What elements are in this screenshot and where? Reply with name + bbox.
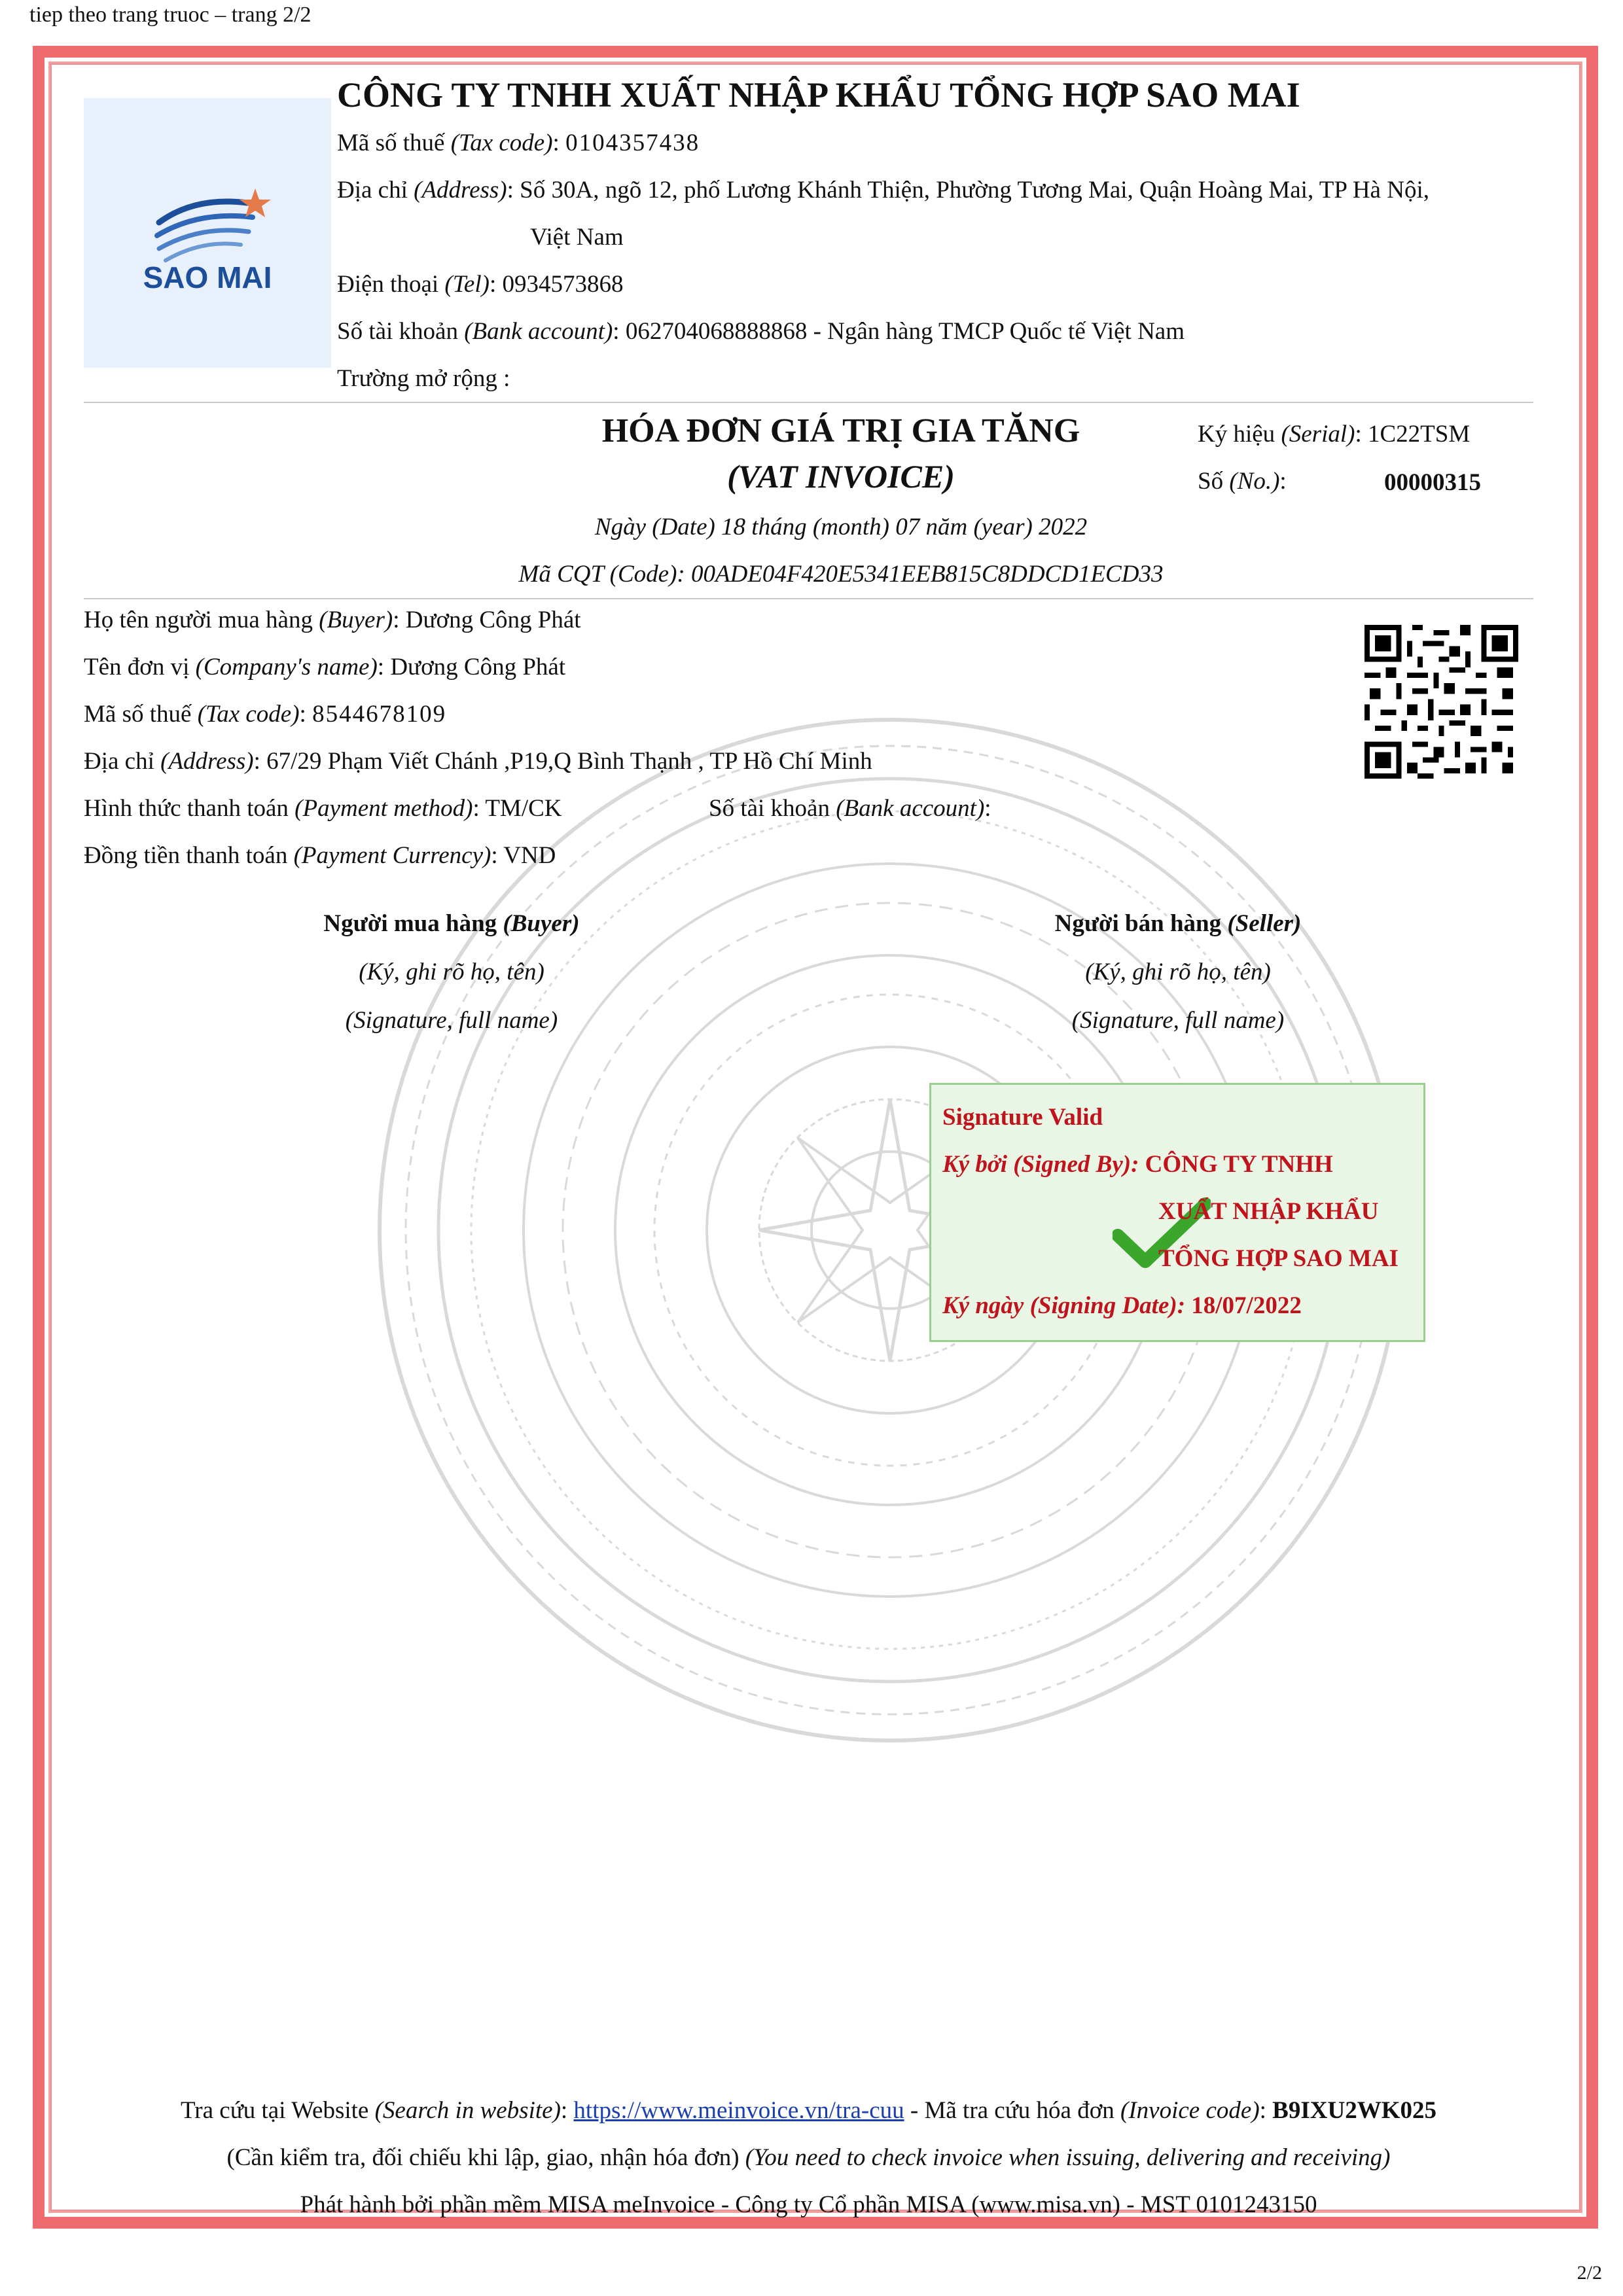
invoice-title: HÓA ĐƠN GIÁ TRỊ GIA TĂNG bbox=[601, 412, 1080, 450]
footer-code-label: - Mã tra cứu hóa đơn bbox=[910, 2097, 1115, 2124]
footer-publisher: Phát hành bởi phần mềm MISA meInvoice - Công ty Cổ phần MISA (www.misa.vn) - MST 0101243150 bbox=[300, 2191, 1317, 2218]
footer-check-note-en: (You need to check invoice when issuing, delivering and receiving) bbox=[745, 2144, 1391, 2171]
buyer-tax-row: Mã số thuế (Tax code): 8544678109 bbox=[84, 701, 447, 728]
buyer-tax-label: Mã số thuế bbox=[84, 701, 192, 728]
signed-by-line3: TỔNG HỢP SAO MAI bbox=[1158, 1245, 1399, 1272]
seller-address-label: Địa chỉ bbox=[337, 177, 408, 203]
divider-top bbox=[84, 402, 1533, 403]
footer-check-note: (Cần kiểm tra, đối chiếu khi lập, giao, nhận hóa đơn) bbox=[226, 2144, 740, 2171]
signed-by-label: Ký bởi (Signed By): bbox=[942, 1151, 1139, 1178]
seller-tax-label: Mã số thuế bbox=[337, 130, 445, 156]
seller-tel: 0934573868 bbox=[502, 271, 624, 298]
buyer-payment-label: Hình thức thanh toán bbox=[84, 795, 289, 822]
seller-signature-title-vi: Người bán hàng bbox=[1054, 910, 1222, 937]
invoice-title-en: (VAT INVOICE) bbox=[727, 458, 955, 495]
buyer-address: 67/29 Phạm Viết Chánh ,P19,Q Bình Thạnh , TP Hồ Chí Minh bbox=[266, 748, 872, 775]
seller-ext-field: Trường mở rộng : bbox=[337, 365, 510, 392]
invoice-serial: 1C22TSM bbox=[1368, 421, 1471, 448]
seller-signature-note: (Ký, ghi rõ họ, tên) bbox=[1085, 959, 1271, 985]
buyer-signature-note-en: (Signature, full name) bbox=[345, 1007, 558, 1034]
buyer-name-label: Họ tên người mua hàng bbox=[84, 607, 313, 633]
invoice-cqt-code: 00ADE04F420E5341EEB815C8DDCD1ECD33 bbox=[691, 561, 1164, 588]
signature-status: Signature Valid bbox=[942, 1104, 1103, 1131]
seller-tax-code: 0104357438 bbox=[565, 130, 700, 156]
sao-mai-logo-icon bbox=[84, 98, 331, 368]
buyer-payment-label-en: (Payment method) bbox=[294, 795, 473, 822]
invoice-lookup-code: B9IXU2WK025 bbox=[1272, 2097, 1436, 2124]
divider-middle bbox=[84, 598, 1533, 599]
company-logo bbox=[84, 98, 331, 368]
buyer-currency-label: Đồng tiền thanh toán bbox=[84, 842, 288, 869]
buyer-address-row: Địa chỉ (Address): 67/29 Phạm Viết Chánh ,P19,Q Bình Thạnh , TP Hồ Chí Minh bbox=[84, 748, 872, 775]
buyer-payment-row: Hình thức thanh toán (Payment method): TM/CK bbox=[84, 795, 562, 822]
seller-address-row: Địa chỉ (Address): Số 30A, ngõ 12, phố Lương Khánh Thiện, Phường Tương Mai, Quận Hoàng Mai, TP Hà Nội, bbox=[337, 177, 1429, 203]
seller-address-line2: Việt Nam bbox=[530, 224, 624, 251]
page-number: 2/2 bbox=[1577, 2262, 1602, 2284]
buyer-tax-label-en: (Tax code) bbox=[197, 701, 300, 728]
buyer-address-label-en: (Address) bbox=[160, 748, 254, 775]
buyer-signature-title bbox=[249, 910, 654, 938]
buyer-currency-row: Đồng tiền thanh toán (Payment Currency): VND bbox=[84, 842, 556, 869]
buyer-signature-note: (Ký, ghi rõ họ, tên) bbox=[359, 959, 544, 985]
buyer-signature-title-vi: Người mua hàng bbox=[323, 910, 497, 937]
buyer-bank-row: Số tài khoản (Bank account): bbox=[709, 795, 991, 822]
invoice-cqt-label: Mã CQT (Code): bbox=[518, 561, 685, 588]
seller-tax-row: Mã số thuế (Tax code): 0104357438 bbox=[337, 130, 700, 156]
footer-code-label-en: (Invoice code) bbox=[1120, 2097, 1260, 2124]
invoice-cqt-row bbox=[366, 560, 1315, 589]
footer-search-row: Tra cứu tại Website (Search in website): https://www.meinvoice.vn/tra-cuu - Mã tra cứu hóa đơn (Invoice code): B9IXU2WK025 bbox=[181, 2097, 1436, 2124]
seller-signature-title bbox=[975, 910, 1381, 938]
invoice-no-row: Số (No.): bbox=[1198, 468, 1287, 495]
invoice-serial-row: Ký hiệu (Serial): 1C22TSM bbox=[1198, 421, 1471, 448]
buyer-company-label-en: (Company's name) bbox=[195, 654, 378, 680]
lookup-link[interactable]: https://www.meinvoice.vn/tra-cuu bbox=[573, 2097, 904, 2124]
footer-check-row bbox=[84, 2144, 1533, 2172]
buyer-address-label: Địa chỉ bbox=[84, 748, 154, 775]
seller-tel-row: Điện thoại (Tel): 0934573868 bbox=[337, 271, 624, 298]
seller-bank-row: Số tài khoản (Bank account): 062704068888868 - Ngân hàng TMCP Quốc tế Việt Nam bbox=[337, 318, 1185, 345]
invoice-no-label: Số bbox=[1198, 468, 1224, 495]
page-header: tiep theo trang truoc – trang 2/2 bbox=[29, 3, 312, 27]
buyer-company-row: Tên đơn vị (Company's name): Dương Công Phát bbox=[84, 654, 566, 680]
footer-search-label-en: (Search in website) bbox=[374, 2097, 561, 2124]
buyer-name-label-en: (Buyer) bbox=[319, 607, 393, 633]
signing-date-label: Ký ngày (Signing Date): bbox=[942, 1292, 1186, 1319]
buyer-payment: TM/CK bbox=[485, 795, 562, 822]
invoice-no-label-en: (No.) bbox=[1229, 468, 1280, 495]
invoice-serial-label: Ký hiệu bbox=[1198, 421, 1275, 448]
signed-by-line1: CÔNG TY TNHH bbox=[1145, 1151, 1333, 1178]
buyer-company: Dương Công Phát bbox=[390, 654, 566, 680]
buyer-bank-label: Số tài khoản bbox=[709, 795, 830, 822]
seller-name: CÔNG TY TNHH XUẤT NHẬP KHẨU TỔNG HỢP SAO MAI bbox=[337, 75, 1300, 115]
signing-date: 18/07/2022 bbox=[1191, 1292, 1302, 1319]
buyer-company-label: Tên đơn vị bbox=[84, 654, 190, 680]
seller-bank-label-en: (Bank account) bbox=[464, 318, 613, 345]
seller-address-label-en: (Address) bbox=[414, 177, 507, 203]
buyer-signature-title-en: (Buyer) bbox=[503, 910, 580, 937]
seller-tax-label-en: (Tax code) bbox=[450, 130, 553, 156]
buyer-currency: VND bbox=[503, 842, 556, 869]
buyer-tax-code: 8544678109 bbox=[312, 701, 447, 728]
seller-signature-title-en: (Seller) bbox=[1227, 910, 1302, 937]
buyer-name: Dương Công Phát bbox=[405, 607, 581, 633]
seller-bank: 062704068888868 - Ngân hàng TMCP Quốc tế Việt Nam bbox=[625, 318, 1185, 345]
seller-signature-note-en: (Signature, full name) bbox=[1071, 1007, 1285, 1034]
invoice-date: Ngày (Date) 18 tháng (month) 07 năm (year) 2022 bbox=[594, 514, 1088, 540]
seller-address-line1: Số 30A, ngõ 12, phố Lương Khánh Thiện, Phường Tương Mai, Quận Hoàng Mai, TP Hà Nội, bbox=[520, 177, 1429, 203]
seller-bank-label: Số tài khoản bbox=[337, 318, 458, 345]
invoice-number: 00000315 bbox=[1384, 469, 1481, 496]
logo-text: SAO MAI bbox=[143, 260, 272, 294]
signing-date-row bbox=[942, 1292, 1302, 1320]
buyer-name-row: Họ tên người mua hàng (Buyer): Dương Công Phát bbox=[84, 607, 581, 633]
qr-code-icon bbox=[1364, 625, 1518, 779]
buyer-currency-label-en: (Payment Currency) bbox=[293, 842, 491, 869]
buyer-bank-label-en: (Bank account) bbox=[836, 795, 985, 822]
signed-by-row bbox=[942, 1150, 1333, 1179]
seller-tel-label-en: (Tel) bbox=[444, 271, 490, 298]
invoice-serial-label-en: (Serial) bbox=[1281, 421, 1355, 448]
signed-by-line2: XUẤT NHẬP KHẨU bbox=[1158, 1198, 1379, 1225]
footer-search-label: Tra cứu tại Website bbox=[181, 2097, 369, 2124]
seller-tel-label: Điện thoại bbox=[337, 271, 439, 298]
